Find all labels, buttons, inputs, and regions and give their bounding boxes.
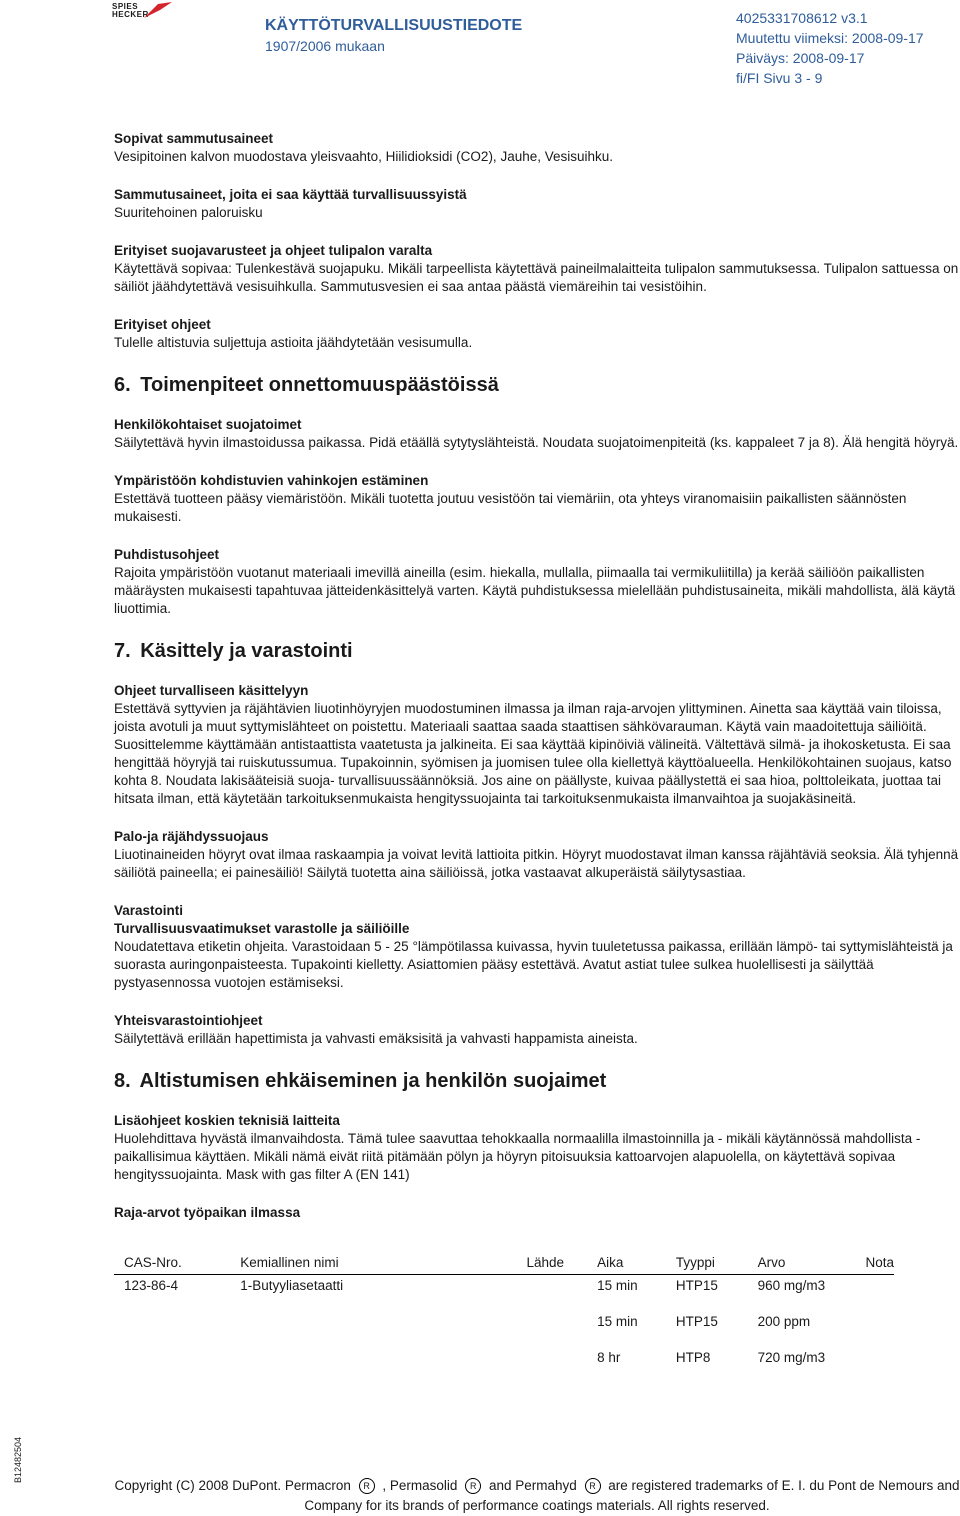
logo-text-hecker: HECKER: [112, 10, 149, 19]
doc-id: 4025331708612 v3.1: [736, 10, 868, 26]
document-title: KÄYTTÖTURVALLISUUSTIEDOTE: [265, 17, 523, 34]
cell-name: [230, 1347, 516, 1383]
block-heading: Henkilökohtaiset suojatoimet: [114, 417, 302, 432]
block-text: Tulelle altistuvia suljettuja astioita jäähdytetään vesisumulla.: [114, 335, 473, 350]
table-row: [114, 1275, 894, 1312]
col-header-time: Aika: [587, 1254, 666, 1275]
block-text: Säilytettävä hyvin ilmastoidussa paikassa. Pidä etäällä sytytyslähteistä. Noudata suojatoimenpiteitä (ks. kappaleet 7 ja 8). Älä hengitä höyryä.: [114, 435, 959, 450]
footer-line-2: Company for its brands of performance coatings materials. All rights reserved.: [304, 1498, 770, 1513]
table-row: [114, 1347, 894, 1383]
block-unsuitable-extinguishers: [114, 186, 959, 222]
cell-type: HTP8: [675, 1350, 711, 1365]
block-heading: Palo-ja räjähdyssuojaus: [114, 829, 269, 844]
block-heading: Ohjeet turvalliseen käsittelyyn: [114, 683, 309, 698]
cell-name: [230, 1311, 516, 1347]
cell-note: [855, 1275, 894, 1312]
block-heading: Lisäohjeet koskien teknisiä laitteita: [114, 1113, 340, 1128]
block-special-instructions: [114, 316, 959, 352]
block-fire-explosion: [114, 828, 959, 882]
col-header-source: Lähde: [516, 1254, 587, 1275]
cell-cas: 123-86-4: [124, 1278, 179, 1293]
block-safe-handling: [114, 682, 959, 808]
block-text: Estettävä tuotteen pääsy viemäristöön. Mikäli tuotetta joutuu vesistöön tai viemäriin, ota yhteys viranomaisiin paikallisten säännösten mukaisesti.: [114, 491, 907, 524]
cell-note: [855, 1311, 894, 1347]
footer-text: , Permasolid: [382, 1478, 458, 1493]
block-storage: [114, 902, 959, 992]
document-meta: [736, 8, 924, 88]
logo-text-spies: SPIES: [112, 2, 139, 11]
document-body: [114, 130, 959, 1383]
issue-date: Päiväys: 2008-09-17: [736, 50, 865, 66]
spies-hecker-logo: [110, 2, 172, 26]
block-text: Estettävä syttyvien ja räjähtävien liuotinhöyryjen muodostuminen ilmassa ja ilman raja-arvojen ylittyminen. Ainetta saa käyttää vain tiloissa, joista avotuli ja muut syttymislähteet on poistettu. Materiaali saattaa saada staattisen sähkövarauman. Käytä vain maadoitettuja säiliöitä. Suosittelemme käyttämään antistaattista vaatetusta ja jalkineita. Ei saa käyttää kipinöiviä välineitä. Vältettävä silmä- ja ihokosketusta. Ei saa hengittää höyryjä tai ruiskutussumua. Tupakoinnin, syömisen ja juomisen tulee olla kiellettyä käyttöalueella. Henkilökohtainen suojaus, katso kohta 8. Noudata lakisääteisiä suoja- turvallisuussäännöksiä. Jos aine on päällyste, kuivaa päällystettä ei saa hioa, polttoleikata, juottaa tai hitsata ilman, että käytetään tarkoituksenmukaista hengityssuojainta tai tarkoituksenmukaista ilmanvaihtoa ja suojakäsineitä.: [114, 701, 952, 806]
footer-text: and Permahyd: [488, 1478, 577, 1493]
block-heading: Yhteisvarastointiohjeet: [114, 1013, 263, 1028]
block-cleanup: [114, 546, 959, 618]
cell-source: [516, 1347, 587, 1383]
cell-value: 960 mg/m3: [757, 1278, 826, 1293]
block-joint-storage: [114, 1012, 959, 1048]
section-title: Altistumisen ehkäiseminen ja henkilön suojaimet: [139, 1070, 607, 1092]
block-fire-protection: [114, 242, 959, 296]
block-heading: Raja-arvot työpaikan ilmassa: [114, 1205, 301, 1220]
block-text: Vesipitoinen kalvon muodostava yleisvaahto, Hiilidioksidi (CO2), Jauhe, Vesisuihku.: [114, 149, 614, 164]
block-heading: Ympäristöön kohdistuvien vahinkojen estäminen: [114, 473, 429, 488]
table-row: [114, 1311, 894, 1347]
col-header-name: Kemiallinen nimi: [230, 1254, 516, 1275]
block-heading: Erityiset suojavarusteet ja ohjeet tulipalon varalta: [114, 243, 433, 258]
section-title: Toimenpiteet onnettomuuspäästöissä: [140, 374, 499, 396]
cell-value: 200 ppm: [757, 1314, 811, 1329]
cell-type: HTP15: [675, 1314, 718, 1329]
cell-source: [516, 1311, 587, 1347]
block-heading: Erityiset ohjeet: [114, 317, 211, 332]
col-header-value: Arvo: [748, 1254, 856, 1275]
section-title: Käsittely ja varastointi: [140, 640, 353, 662]
cell-cas: [114, 1311, 230, 1347]
block-text: Käytettävä sopivaa: Tulenkestävä suojapuku. Mikäli tarpeellista käytettävä paineilmalaitteita tulipalon sammutuksessa. Tulipalon sattuessa on säiliöt jäähdytettävä vesisuihkulla. Sammutusvesien ei saa antaa päästä viemäreihin tai vesistöihin.: [114, 261, 959, 294]
block-subheading: Turvallisuusvaatimukset varastolle ja säiliöille: [114, 921, 410, 936]
logo-swoosh-icon: [144, 2, 172, 20]
revised-date: Muutettu viimeksi: 2008-09-17: [736, 30, 924, 46]
footer-text: are registered trademarks of E. I. du Pont de Nemours and: [608, 1478, 960, 1493]
cell-cas: [114, 1347, 230, 1383]
block-text: Rajoita ympäristöön vuotanut materiaali imevillä aineilla (esim. hiekalla, mullalla, piimaalla tai vermikuliitilla) ja kerää säiliöön paikallisten määräysten mukaisesti tapahtuvaa jätteidenkäsittelyä varten. Käytä puhdistuksessa mielellään puhdistusaineita, mikäli mahdollista, älä käytä liuottimia.: [114, 565, 956, 616]
section-number: 8.: [114, 1070, 131, 1092]
block-text: Noudatettava etiketin ohjeita. Varastoidaan 5 - 25 °lämpötilassa kuivassa, hyvin tuuletetussa paikassa, erillään lämpö- tai syttymislähteistä ja suorasta auringonpaisteesta. Tupakointi kielletty. Asiattomien pääsy estettävä. Avatut astiat tulee sulkea huolellisesti ja säilyttää pystyasennossa vuotojen estämiseksi.: [114, 939, 953, 990]
col-header-cas: CAS-Nro.: [114, 1254, 230, 1275]
block-heading: Varastointi: [114, 903, 184, 918]
section-number: 7.: [114, 640, 131, 662]
cell-source: [516, 1275, 587, 1312]
section-heading-8: [114, 1068, 959, 1094]
section-number: 6.: [114, 374, 131, 396]
block-text: Suuritehoinen paloruisku: [114, 205, 263, 220]
footer-text: Copyright (C) 2008 DuPont. Permacron: [114, 1478, 351, 1493]
side-document-id: B12482504: [13, 1436, 23, 1483]
block-technical-measures: [114, 1112, 959, 1184]
registered-mark-icon: R: [585, 1478, 601, 1494]
block-heading: Puhdistusohjeet: [114, 547, 220, 562]
cell-note: [855, 1347, 894, 1383]
col-header-type: Tyyppi: [666, 1254, 748, 1275]
page-number: fi/FI Sivu 3 - 9: [736, 70, 823, 86]
block-text: Huolehdittava hyvästä ilmanvaihdosta. Tämä tulee saavuttaa tehokkaalla normaalilla ilmastoinnilla ja - mikäli käytännössä mahdollista - paikallisimua käyttäen. Mikäli nämä eivät riitä pitämään pölyn ja höyryn pitoisuuksia kattoarvojen alapuolella, on käytettävä sopivaa hengityssuojainta. Mask with gas filter A (EN 141): [114, 1131, 921, 1182]
cell-time: 15 min: [597, 1314, 638, 1329]
registered-mark-icon: R: [465, 1478, 481, 1494]
col-header-note: Nota: [855, 1254, 894, 1275]
cell-time: 15 min: [597, 1278, 638, 1293]
registered-mark-icon: R: [359, 1478, 375, 1494]
block-text: Liuotinaineiden höyryt ovat ilmaa raskaampia ja voivat levitä lattioita pitkin. Höyryt muodostavat ilman kanssa räjähtäviä seoksia. Älä tyhjennä säiliötä paineella; ei painesäiliö! Säilytä tuotetta aina säiliöissä, jotka vastaavat alkuperäistä säilytysastiaa.: [114, 847, 959, 880]
block-environmental-precautions: [114, 472, 959, 526]
exposure-limits-table: [114, 1254, 894, 1383]
table-header-row: [114, 1254, 894, 1275]
block-personal-precautions: [114, 416, 959, 452]
block-heading: Sopivat sammutusaineet: [114, 131, 274, 146]
cell-name: 1-Butyyliasetaatti: [240, 1278, 344, 1293]
section-heading-6: [114, 372, 959, 398]
block-heading: Sammutusaineet, joita ei saa käyttää turvallisuussyistä: [114, 187, 467, 202]
cell-time: 8 hr: [597, 1350, 621, 1365]
cell-value: 720 mg/m3: [757, 1350, 826, 1365]
block-exposure-limits: [114, 1204, 959, 1222]
footer-line-1: [114, 1476, 960, 1496]
section-heading-7: [114, 638, 959, 664]
document-subtitle: 1907/2006 mukaan: [265, 38, 385, 54]
cell-type: HTP15: [675, 1278, 718, 1293]
copyright-footer: [114, 1476, 960, 1516]
block-suitable-extinguishers: [114, 130, 959, 166]
block-text: Säilytettävä erillään hapettimista ja vahvasti emäksisitä ja vahvasti happamista aineista.: [114, 1031, 638, 1046]
